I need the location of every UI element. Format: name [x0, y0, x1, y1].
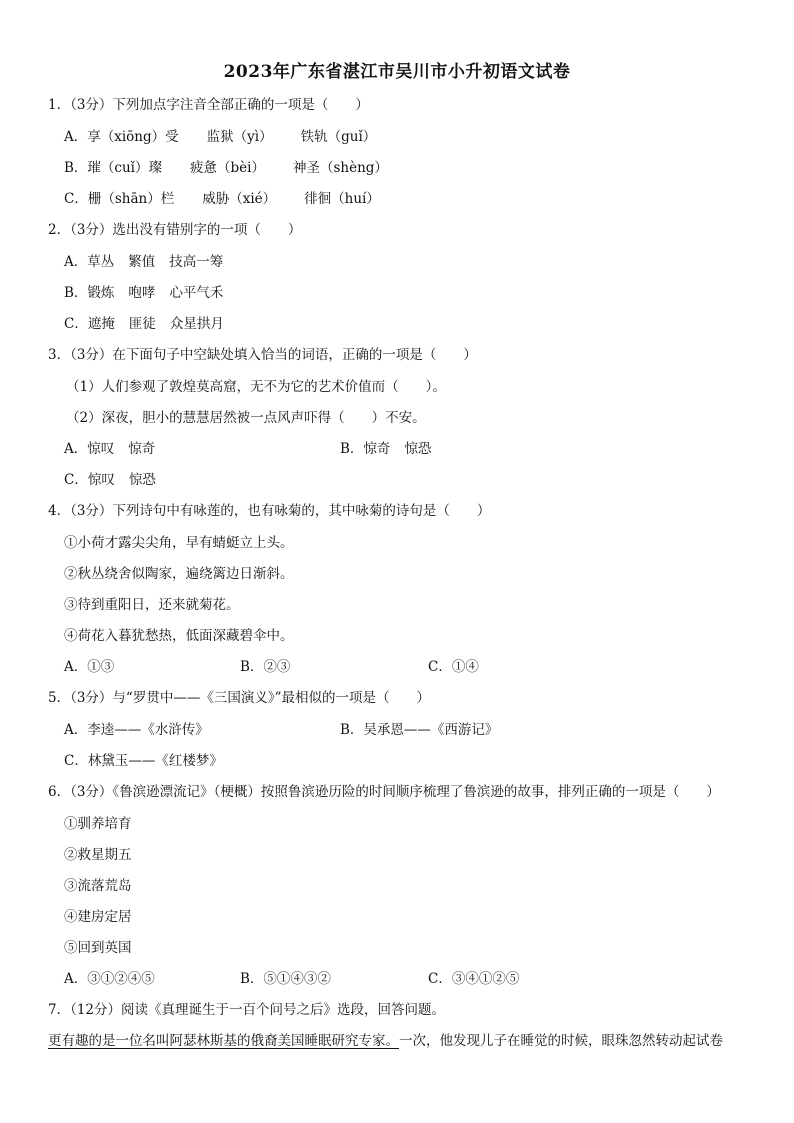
question-5-option-b[interactable]: B．吴承恩——《西游记》 [340, 722, 499, 738]
page-title: 2023年广东省湛江市吴川市小升初语文试卷 [223, 62, 571, 82]
question-4-option-a[interactable]: A．①③ [64, 659, 115, 675]
question-3-option-b[interactable]: B．惊奇 惊恐 [340, 441, 432, 457]
question-6-item: ①驯养培育 [64, 816, 132, 832]
question-1-option-b[interactable]: B．璀（cuǐ）璨 疲惫（bèi） 神圣（shèng） [64, 160, 388, 176]
question-6-item: ④建房定居 [64, 909, 132, 925]
question-1-option-a[interactable]: A．享（xiōng）受 监狱（yì） 铁轨（guǐ） [64, 129, 377, 145]
underlined-sentence: 更有趣的是一位名叫阿瑟林斯基的俄裔美国睡眠研究专家。 [48, 1033, 399, 1049]
question-4-item: ②秋丛绕舍似陶家，遍绕篱边日渐斜。 [64, 566, 294, 582]
question-3-option-a[interactable]: A．惊叹 惊奇 [64, 441, 156, 457]
question-6-option-a[interactable]: A．③①②④⑤ [64, 971, 155, 987]
reading-passage: 更有趣的是一位名叫阿瑟林斯基的俄裔美国睡眠研究专家。一次，他发现儿子在睡觉的时候，眼珠忽然转动起试卷 [48, 1033, 723, 1049]
question-4-stem: 4．（3分）下列诗句中有咏莲的，也有咏菊的，其中咏菊的诗句是（ ） [48, 503, 491, 519]
question-3-sentence-1: （1）人们参观了敦煌莫高窟，无不为它的艺术价值而（ ）。 [66, 379, 446, 395]
question-6-item: ②救星期五 [64, 847, 132, 863]
question-6-item: ⑤回到英国 [64, 940, 132, 956]
question-6-option-b[interactable]: B．⑤①④③② [240, 971, 331, 987]
question-3-option-c[interactable]: C．惊叹 惊恐 [64, 472, 156, 488]
question-4-option-c[interactable]: C．①④ [428, 659, 479, 675]
question-3-stem: 3．（3分）在下面句子中空缺处填入恰当的词语，正确的一项是（ ） [48, 347, 477, 363]
question-2-stem: 2．（3分）选出没有错别字的一项（ ） [48, 222, 302, 238]
question-5-option-c[interactable]: C．林黛玉——《红楼梦》 [64, 753, 223, 769]
question-1-option-c[interactable]: C．栅（shān）栏 威胁（xié） 徘徊（huí） [64, 191, 380, 207]
question-2-option-a[interactable]: A．草丛 繁值 技高一筹 [64, 254, 224, 270]
question-7-stem: 7．（12分）阅读《真理诞生于一百个问号之后》选段，回答问题。 [48, 1002, 446, 1018]
question-4-item: ①小荷才露尖尖角，早有蜻蜓立上头。 [64, 535, 294, 551]
question-2-option-b[interactable]: B．锻炼 咆哮 心平气禾 [64, 285, 224, 301]
question-1-stem: 1．（3分）下列加点字注音全部正确的一项是（ ） [48, 97, 369, 113]
question-4-item: ④荷花入暮犹愁热，低面深藏碧伞中。 [64, 628, 294, 644]
question-5-option-a[interactable]: A．李逵——《水浒传》 [64, 722, 209, 738]
question-3-sentence-2: （2）深夜，胆小的慧慧居然被一点风声吓得（ ）不安。 [66, 410, 426, 426]
question-5-stem: 5．（3分）与“罗贯中——《三国演义》”最相似的一项是（ ） [48, 690, 430, 706]
question-4-item: ③待到重阳日，还来就菊花。 [64, 597, 240, 613]
question-6-item: ③流落荒岛 [64, 878, 132, 894]
question-6-stem: 6．（3分）《鲁滨逊漂流记》（梗概）按照鲁滨逊历险的时间顺序梳理了鲁滨逊的故事，排列正确的一项是（ ） [48, 784, 720, 800]
question-2-option-c[interactable]: C．遮掩 匪徒 众星拱月 [64, 316, 224, 332]
question-4-option-b[interactable]: B．②③ [240, 659, 291, 675]
question-6-option-c[interactable]: C．③④①②⑤ [428, 971, 520, 987]
